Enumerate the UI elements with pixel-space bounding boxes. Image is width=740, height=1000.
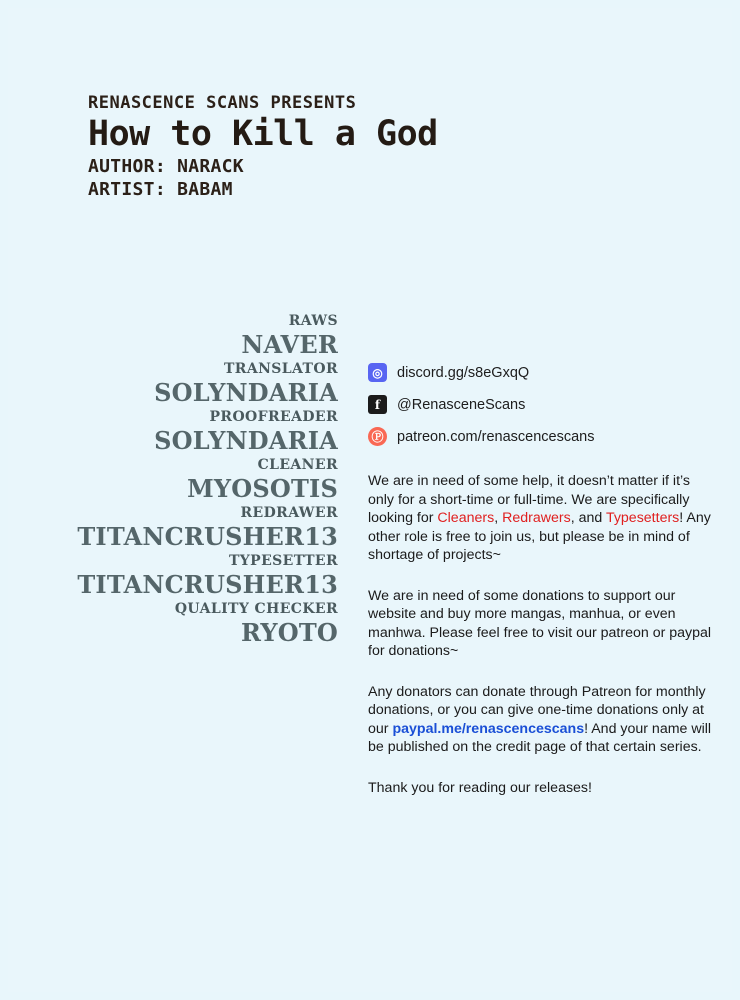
facebook-icon: f — [368, 395, 387, 414]
facebook-link[interactable] — [368, 395, 718, 414]
staff-name: SOLYNDARIA — [154, 426, 338, 455]
staff-name: TITANCRUSHER13 — [77, 522, 338, 551]
staff-role: RAWS — [288, 313, 338, 329]
patreon-handle: patreon.com/renascencescans — [397, 428, 595, 445]
discord-link[interactable] — [368, 363, 718, 382]
thanks-paragraph: Thank you for reading our releases! — [368, 779, 592, 796]
patreon-text-1: Any donators can donate through Patreon for monthly donations, or you can give one-time donations only at our — [368, 683, 706, 737]
staff-credits-list — [68, 313, 338, 649]
staff-role: QUALITY CHECKER — [174, 601, 338, 617]
patreon-link[interactable] — [368, 427, 718, 446]
patreon-icon: Ⓟ — [368, 427, 387, 446]
patreon-text-2: ! And your name will be published on the credit page of that certain series. — [368, 720, 712, 755]
staff-role: TRANSLATOR — [223, 361, 338, 377]
presents-line: RENASCENCE SCANS PRESENTS — [88, 93, 357, 113]
facebook-handle: @RenasceneScans — [397, 396, 526, 413]
discord-handle: discord.gg/s8eGxqQ — [397, 364, 530, 381]
staff-role: REDRAWER — [240, 505, 338, 521]
title-block — [88, 93, 438, 201]
recruitment-text-2: ! Any other role is free to join us, but please be in mind of shortage of projects~ — [368, 510, 711, 563]
discord-icon: ◎ — [368, 363, 387, 382]
staff-name: TITANCRUSHER13 — [77, 570, 338, 599]
sep-1: , — [494, 510, 503, 526]
staff-name: SOLYNDARIA — [154, 378, 338, 407]
author-line: AUTHOR: NARACK — [88, 156, 244, 177]
sep-2: , and — [570, 510, 606, 526]
staff-role: CLEANER — [257, 457, 338, 473]
patreon-paragraph — [368, 683, 718, 757]
recruitment-text-1: We are in need of some help, it doesn’t matter if it’s only for a short-time or full-time. We are specifically looking for — [368, 473, 691, 526]
credits-page — [8, 8, 732, 992]
page-title: How to Kill a God — [88, 114, 438, 154]
artist-line: ARTIST: BABAM — [88, 179, 233, 200]
paypal-link[interactable]: paypal.me/renascencescans — [392, 720, 585, 737]
staff-name: NAVER — [241, 330, 338, 359]
staff-name: MYOSOTIS — [187, 474, 338, 503]
role-cleaners: Cleaners — [437, 510, 495, 526]
role-redrawers: Redrawers — [502, 510, 571, 526]
recruitment-paragraph — [368, 472, 718, 565]
donations-paragraph: We are in need of some donations to support our website and buy more mangas, manhua, or even manhwa. Please feel free to visit our patreon or paypal for donations~ — [368, 587, 712, 659]
info-column — [368, 363, 718, 797]
staff-name: RYOTO — [240, 618, 338, 647]
role-typesetters: Typesetters — [605, 510, 680, 526]
staff-role: TYPESETTER — [228, 553, 338, 569]
staff-role: PROOFREADER — [209, 409, 338, 425]
